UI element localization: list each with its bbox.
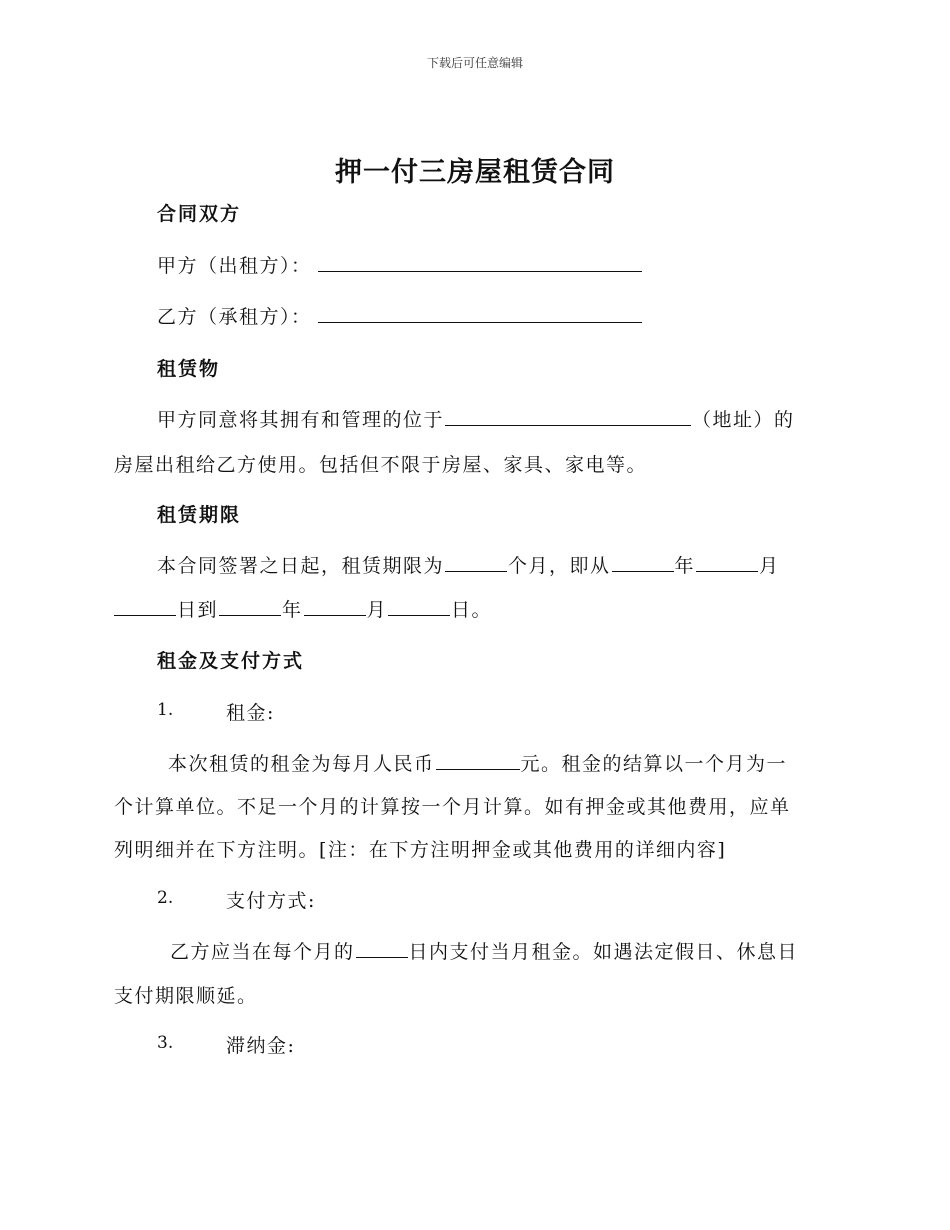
- pay-day-blank: [356, 938, 408, 958]
- term-text-e: 日到: [177, 599, 219, 621]
- term-text-b: 个月，即从: [508, 555, 611, 577]
- end-month-blank: [304, 596, 366, 616]
- start-month-blank: [696, 552, 758, 572]
- party-b-blank: [318, 303, 642, 323]
- end-year-blank: [219, 596, 281, 616]
- section-heading-parties: 合同双方: [157, 203, 242, 225]
- party-a-label: 甲方（出租方）：: [157, 255, 312, 277]
- rent-line-2: 个计算单位。不足一个月的计算按一个月计算。如有押金或其他费用，应单: [114, 796, 791, 818]
- party-b-label: 乙方（承租方）：: [157, 306, 312, 328]
- item-2-label: 支付方式:: [226, 890, 316, 912]
- term-line-2: [114, 595, 834, 622]
- start-year-blank: [612, 552, 674, 572]
- address-blank: [445, 406, 691, 426]
- header-note: 下载后可任意编辑: [426, 56, 523, 70]
- section-heading-property: 租赁物: [157, 358, 221, 380]
- item-1-label: 租金:: [226, 702, 275, 724]
- rent-line-1: [168, 749, 888, 776]
- term-text-d: 月: [759, 555, 780, 577]
- property-text-a: 甲方同意将其拥有和管理的位于: [157, 409, 445, 431]
- party-a-line: [157, 251, 877, 278]
- item-2-number: 2.: [157, 888, 174, 908]
- term-text-h: 日。: [451, 599, 493, 621]
- party-b-line: [157, 302, 877, 329]
- term-text-g: 月: [366, 599, 388, 621]
- rent-line-3: 列明细并在下方注明。[注：在下方注明押金或其他费用的详细内容]: [114, 839, 727, 861]
- pay-method-line-1: [170, 937, 890, 964]
- months-blank: [445, 552, 507, 572]
- end-day-blank: [388, 596, 450, 616]
- term-line-1: [157, 551, 877, 578]
- start-day-blank: [114, 596, 176, 616]
- item-3-number: 3.: [157, 1033, 174, 1053]
- property-line-2: 房屋出租给乙方使用。包括但不限于房屋、家具、家电等。: [114, 454, 648, 476]
- document-title: 押一付三房屋租赁合同: [335, 157, 615, 188]
- property-text-b: （地址）的: [692, 409, 795, 431]
- property-line-1: [157, 405, 877, 432]
- section-heading-term: 租赁期限: [157, 504, 242, 526]
- term-text-a: 本合同签署之日起，租赁期限为: [157, 555, 445, 577]
- term-text-c: 年: [674, 555, 696, 577]
- pay-method-text-a: 乙方应当在每个月的: [170, 941, 355, 963]
- pay-method-text-b: 日内支付当月租金。如遇法定假日、休息日: [408, 941, 799, 963]
- section-heading-payment: 租金及支付方式: [157, 650, 305, 672]
- item-3-label: 滞纳金:: [226, 1035, 296, 1057]
- pay-method-line-2: 支付期限顺延。: [114, 985, 258, 1007]
- term-text-f: 年: [282, 599, 303, 621]
- item-1-number: 1.: [157, 700, 174, 720]
- party-a-blank: [318, 252, 642, 272]
- rent-amount-blank: [436, 750, 520, 770]
- rent-text-b: 元。租金的结算以一个月为一: [520, 753, 788, 775]
- rent-text-a: 本次租赁的租金为每月人民币: [168, 753, 435, 775]
